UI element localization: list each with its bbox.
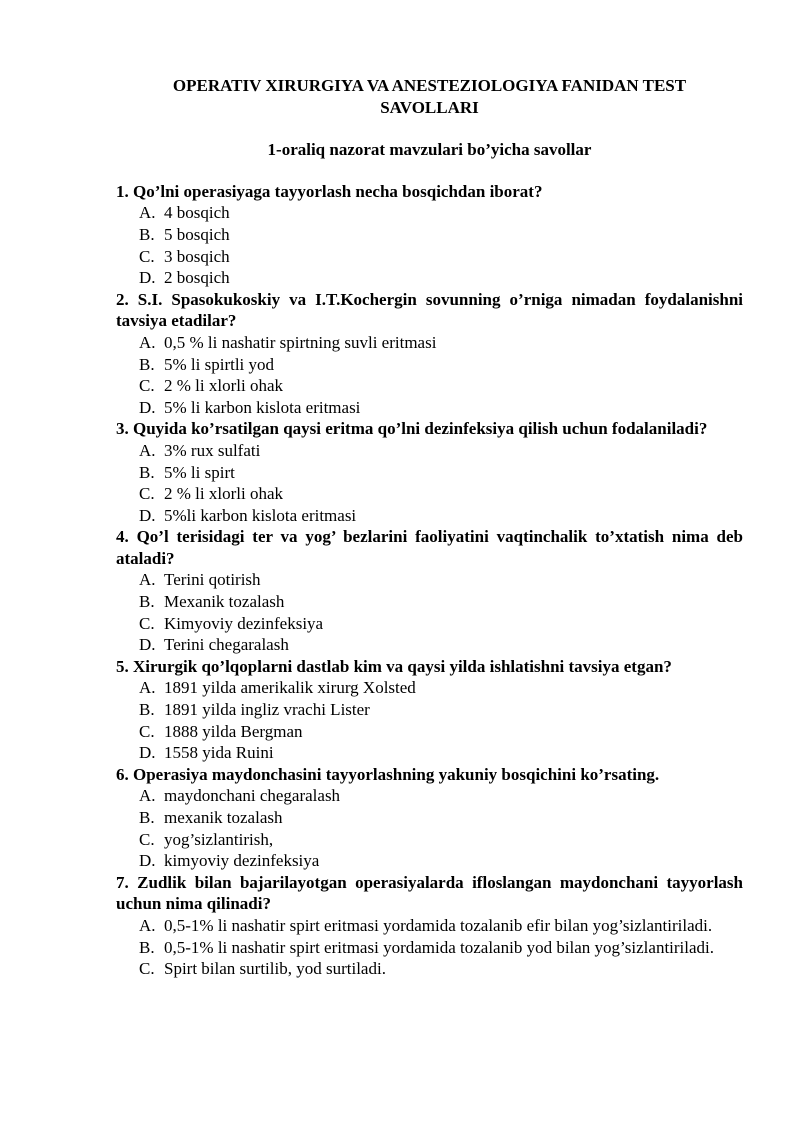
answer-option bbox=[116, 202, 743, 224]
answer-option bbox=[116, 677, 743, 699]
option-letter: D. bbox=[139, 743, 156, 763]
answer-option bbox=[116, 569, 743, 591]
option-letter: A. bbox=[139, 915, 156, 935]
option-text: 0,5 % li nashatir spirtning suvli eritmasi bbox=[164, 332, 437, 352]
answer-option bbox=[116, 462, 743, 484]
answer-option bbox=[116, 375, 743, 397]
question-block bbox=[116, 872, 743, 980]
option-text: Mexanik tozalash bbox=[164, 592, 285, 612]
question-block bbox=[116, 764, 743, 872]
option-text: 2 bosqich bbox=[164, 268, 230, 288]
option-letter: C. bbox=[139, 484, 155, 504]
option-text: 5% li spirt bbox=[164, 462, 235, 482]
option-text: 1558 yida Ruini bbox=[164, 743, 274, 763]
answer-option bbox=[116, 483, 743, 505]
option-text: 2 % li xlorli ohak bbox=[164, 376, 283, 396]
option-letter: B. bbox=[139, 808, 155, 827]
option-letter: A. bbox=[139, 332, 156, 352]
option-letter: B. bbox=[139, 224, 155, 244]
answer-option bbox=[116, 246, 743, 268]
answer-option bbox=[116, 332, 743, 354]
option-letter: B. bbox=[139, 354, 155, 374]
question-text: 6. Operasiya maydonchasini tayyorlashning yakuniy bosqichini ko’rsating. bbox=[116, 764, 660, 784]
answer-option bbox=[116, 721, 743, 743]
answer-option bbox=[116, 958, 743, 980]
option-letter: B. bbox=[139, 592, 155, 612]
option-text: 1888 yilda Bergman bbox=[164, 721, 303, 741]
answer-option bbox=[116, 354, 743, 376]
question-text: 1. Qo’lni operasiyaga tayyorlash necha bosqichdan iborat? bbox=[116, 181, 543, 201]
option-letter: A. bbox=[139, 570, 156, 590]
option-list bbox=[116, 569, 743, 655]
option-letter: C. bbox=[139, 721, 155, 741]
option-letter: B. bbox=[139, 937, 155, 957]
question-text: 5. Xirurgik qo’lqoplarni dastlab kim va qaysi yilda ishlatishni tavsiya etgan? bbox=[116, 656, 672, 676]
answer-option bbox=[116, 742, 743, 764]
option-text: Kimyoviy dezinfeksiya bbox=[164, 613, 324, 633]
answer-option bbox=[116, 267, 743, 289]
option-text: 1891 yilda ingliz vrachi Lister bbox=[164, 700, 370, 720]
question-block bbox=[116, 181, 743, 289]
option-text: 0,5-1% li nashatir spirt eritmasi yordamida tozalanib efir bilan yog’sizlantiriladi. bbox=[164, 915, 713, 935]
option-text: yog’sizlantirish, bbox=[164, 829, 274, 849]
option-letter: B. bbox=[139, 462, 155, 482]
option-letter: A. bbox=[139, 678, 156, 698]
option-text: 3% rux sulfati bbox=[164, 440, 261, 460]
option-text: mexanik tozalash bbox=[164, 808, 283, 827]
option-text: 3 bosqich bbox=[164, 246, 230, 266]
question-block bbox=[116, 289, 743, 419]
question-text: 4. Qo’l terisidagi ter va yog’ bezlarini faoliyatini vaqtinchalik to’xtatish nima deb ataladi? bbox=[116, 527, 743, 568]
option-list bbox=[116, 332, 743, 418]
option-letter: A. bbox=[139, 440, 156, 460]
option-letter: D. bbox=[139, 268, 156, 288]
option-letter: C. bbox=[139, 829, 155, 849]
option-list bbox=[116, 785, 743, 871]
question-block bbox=[116, 656, 743, 764]
option-list bbox=[116, 915, 743, 980]
option-text: 4 bosqich bbox=[164, 203, 230, 223]
answer-option bbox=[116, 829, 743, 851]
answer-option bbox=[116, 634, 743, 656]
answer-option bbox=[116, 850, 743, 872]
option-letter: C. bbox=[139, 246, 155, 266]
document-title bbox=[116, 75, 743, 118]
option-text: 5%li karbon kislota eritmasi bbox=[164, 505, 357, 525]
option-text: maydonchani chegaralash bbox=[164, 786, 341, 806]
question-list bbox=[116, 181, 743, 980]
option-list bbox=[116, 202, 743, 288]
question-block bbox=[116, 526, 743, 656]
document-title-line1: OPERATIV XIRURGIYA VA ANESTEZIOLOGIYA FANIDAN TEST bbox=[172, 76, 687, 95]
answer-option bbox=[116, 505, 743, 527]
option-letter: D. bbox=[139, 397, 156, 417]
document-subtitle: 1-oraliq nazorat mavzulari bo’yicha savollar bbox=[267, 140, 592, 160]
answer-option bbox=[116, 937, 743, 959]
option-text: 5% li karbon kislota eritmasi bbox=[164, 397, 361, 417]
option-letter: C. bbox=[139, 959, 155, 979]
option-text: kimyoviy dezinfeksiya bbox=[164, 851, 320, 871]
question-text: 3. Quyida ko’rsatilgan qaysi eritma qo’lni dezinfeksiya qilish uchun fodalaniladi? bbox=[116, 419, 708, 439]
option-letter: D. bbox=[139, 851, 156, 871]
question-block bbox=[116, 418, 743, 526]
answer-option bbox=[116, 224, 743, 246]
option-list bbox=[116, 440, 743, 526]
answer-option bbox=[116, 397, 743, 419]
option-letter: C. bbox=[139, 376, 155, 396]
option-text: 1891 yilda amerikalik xirurg Xolsted bbox=[164, 678, 416, 698]
option-text: 5% li spirtli yod bbox=[164, 354, 275, 374]
answer-option bbox=[116, 440, 743, 462]
option-letter: B. bbox=[139, 700, 155, 720]
option-text: Spirt bilan surtilib, yod surtiladi. bbox=[164, 959, 386, 979]
answer-option bbox=[116, 613, 743, 635]
option-text: 2 % li xlorli ohak bbox=[164, 484, 283, 504]
question-text: 2. S.I. Spasokukoskiy va I.T.Kochergin sovunning o’rniga nimadan foydalanishni tavsiya etadilar? bbox=[116, 289, 743, 331]
option-letter: D. bbox=[139, 635, 156, 655]
option-text: 0,5-1% li nashatir spirt eritmasi yordamida tozalanib yod bilan yog’sizlantiriladi. bbox=[164, 937, 715, 957]
question-text: 7. Zudlik bilan bajarilayotgan operasiyalarda ifloslangan maydonchani tayyorlash uchun nima qilinadi? bbox=[116, 872, 743, 914]
option-letter: C. bbox=[139, 613, 155, 633]
option-text: Terini qotirish bbox=[164, 570, 261, 590]
answer-option bbox=[116, 915, 743, 937]
option-list bbox=[116, 677, 743, 763]
answer-option bbox=[116, 807, 743, 829]
answer-option bbox=[116, 591, 743, 613]
document-title-line2: SAVOLLARI bbox=[380, 97, 479, 117]
option-letter: A. bbox=[139, 203, 156, 223]
answer-option bbox=[116, 785, 743, 807]
document-page bbox=[116, 75, 743, 980]
option-letter: D. bbox=[139, 505, 156, 525]
answer-option bbox=[116, 699, 743, 721]
option-text: 5 bosqich bbox=[164, 224, 230, 244]
option-letter: A. bbox=[139, 786, 156, 806]
option-text: Terini chegaralash bbox=[164, 635, 289, 655]
